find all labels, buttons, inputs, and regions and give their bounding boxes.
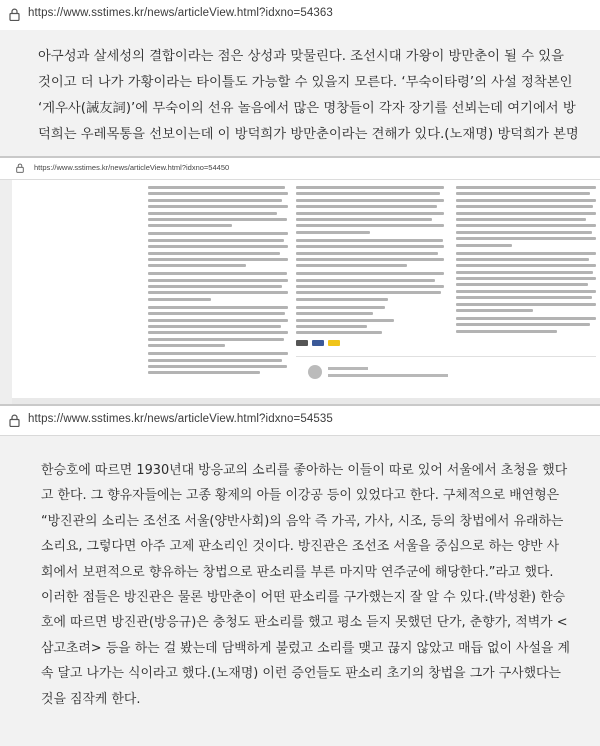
- article-column-left: [148, 186, 288, 379]
- screenshot-panel-1: [0, 0, 600, 158]
- url-text[interactable]: https://www.sstimes.kr/news/articleView.html?idxno=54450: [34, 163, 230, 172]
- address-bar[interactable]: [0, 0, 600, 30]
- author-profile: [296, 356, 596, 386]
- url-text[interactable]: https://www.sstimes.kr/news/articleView.html?idxno=54535: [28, 413, 333, 425]
- screenshot-panel-3: [0, 406, 600, 746]
- share-buttons[interactable]: [296, 340, 444, 346]
- article-line: 속 달고 나가는 식이라고 했다.(노재명) 이런 증언들도 판소리 초기의 창법을 그가 구사했다는: [41, 666, 561, 682]
- article-column-middle: [296, 186, 444, 346]
- url-text[interactable]: https://www.sstimes.kr/news/articleView.html?idxno=54363: [28, 7, 333, 19]
- avatar: [308, 365, 322, 379]
- article-line: 덕희는 우레목통을 선보이는데 이 방덕희가 방만춘이라는 견해가 있다.(노재명) 방덕희가 본명: [38, 127, 579, 142]
- lock-icon: [16, 163, 24, 173]
- article-line: 것을 짐작케 한다.: [41, 691, 141, 707]
- article-page-thumbnail: [12, 180, 600, 406]
- article-line: 삼고초려> 등을 하는 걸 봤는데 담백하게 불렀고 소리를 맺고 끊지 않았고 매듭 없이 사설을 계: [41, 640, 570, 656]
- article-text: [38, 44, 598, 148]
- address-bar[interactable]: [0, 158, 600, 180]
- article-line: ‘게우사(誡友詞)’에 무숙이의 선유 놀음에서 많은 명창들이 각자 장기를 선뵈는데 여기에서 방: [38, 101, 576, 116]
- article-line: “방진관의 소리는 조선조 서울(양반사회)의 음악 즉 가곡, 가사, 시조, 등의 창법에서 유래하는: [41, 513, 564, 529]
- article-text: [41, 458, 596, 712]
- article-line: 이러한 점들은 방진관은 물론 방만춘이 어떤 판소리를 구가했는지 잘 알 수 있다.(박성환) 한승: [41, 589, 566, 605]
- article-line: 회에서 보편적으로 향유하는 창법으로 판소리를 부른 마지막 연주군에 해당한다.”라고 했다.: [41, 564, 554, 580]
- screenshot-panel-2: [0, 158, 600, 406]
- article-line: 고 한다. 그 향유자들에는 고종 황제의 아들 이강공 등이 있었다고 한다. 구체적으로 배연형은: [41, 488, 560, 504]
- article-line: 것이고 더 나가 가황이라는 타이틀도 가능할 수 있을지 모른다. ‘무숙이타령’의 사설 정착본인: [38, 75, 573, 90]
- lock-icon: [9, 414, 20, 427]
- article-line: 아구성과 살세성의 결합이라는 점은 상성과 맞물린다. 조선시대 가왕이 방만춘이 될 수 있을: [38, 49, 564, 64]
- article-line: 소리요, 그렇다면 아주 고제 판소리인 것이다. 방진관은 조선조 서울을 중심으로 하는 양반 사: [41, 539, 560, 555]
- article-line: 한승호에 따르면 1930년대 방응교의 소리를 좋아하는 이들이 따로 있어 서울에서 초청을 했다: [41, 463, 568, 478]
- lock-icon: [9, 8, 20, 21]
- article-column-right: [456, 186, 596, 338]
- article-line: 호에 따르면 방진관(방응규)은 충청도 판소리를 했고 평소 듣지 못했던 단가, 춘향가, 적벽가 <: [41, 615, 568, 631]
- address-bar[interactable]: [0, 406, 600, 436]
